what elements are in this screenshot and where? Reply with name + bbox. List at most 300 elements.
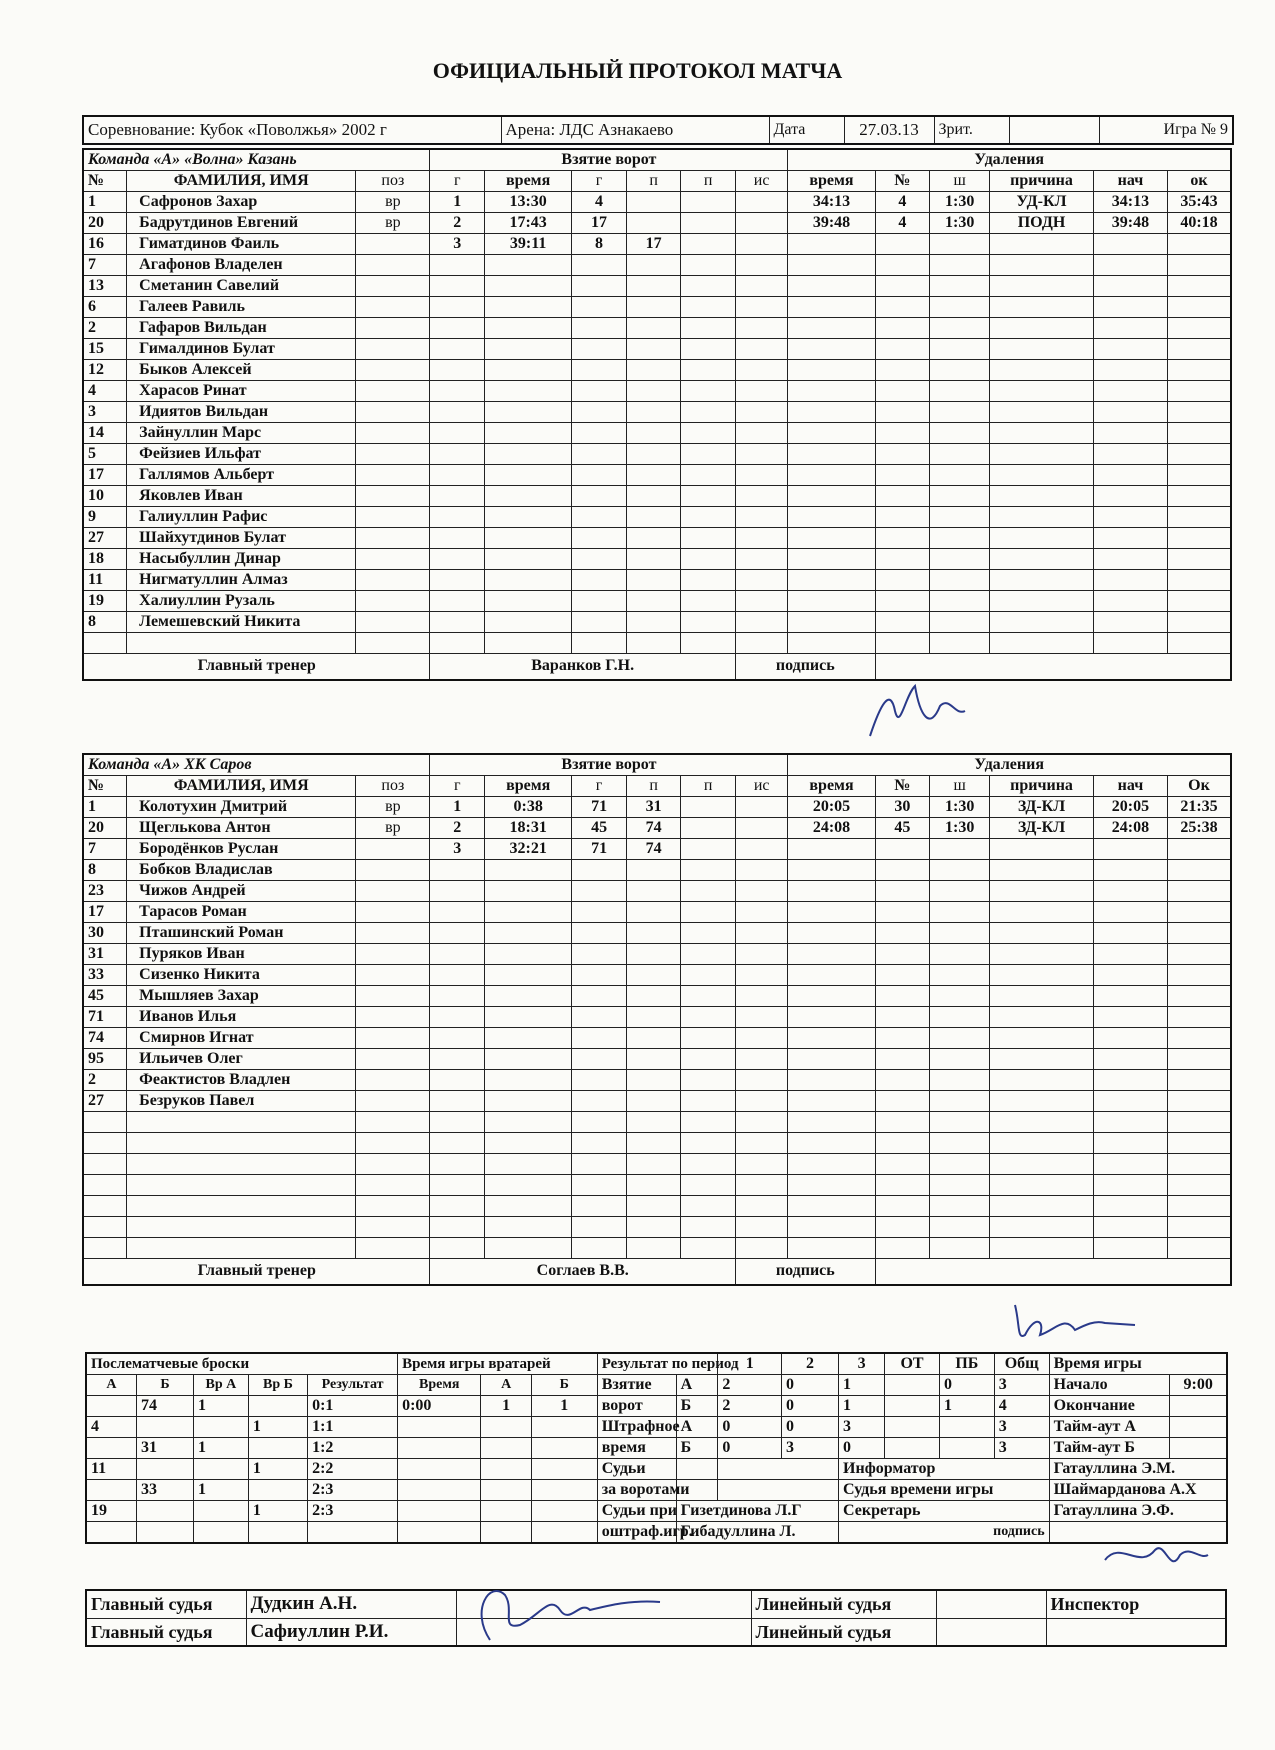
player-row (83, 881, 1231, 902)
empty-cell (735, 1049, 787, 1070)
pen-min-header: ш (930, 171, 990, 192)
shootout-cell (248, 1438, 307, 1459)
empty-cell (681, 1028, 736, 1049)
empty-cell (626, 1238, 681, 1259)
period-value: 1 (939, 1396, 994, 1417)
empty-cell (485, 570, 572, 591)
player-name: Мышляев Захар (127, 986, 356, 1007)
empty-cell (485, 612, 572, 633)
empty-cell (788, 612, 875, 633)
player-number: 2 (83, 1070, 127, 1091)
empty-cell (681, 360, 736, 381)
empty-cell (930, 444, 990, 465)
empty-cell (681, 381, 736, 402)
player-number: 23 (83, 881, 127, 902)
empty-cell (572, 1154, 627, 1175)
goal-assist-2 (681, 839, 736, 860)
empty-cell (485, 444, 572, 465)
empty-cell (430, 318, 485, 339)
empty-cell (735, 1133, 787, 1154)
empty-cell (485, 1217, 572, 1238)
empty-cell (485, 381, 572, 402)
empty-cell (572, 507, 627, 528)
empty-cell (681, 965, 736, 986)
empty-cell (572, 1070, 627, 1091)
player-row (83, 486, 1231, 507)
empty-cell (930, 1091, 990, 1112)
player-row (83, 234, 1231, 255)
empty-cell (1093, 276, 1167, 297)
date-label: Дата (769, 116, 844, 144)
penalty-time: 34:13 (788, 192, 875, 213)
empty-cell (990, 1049, 1094, 1070)
empty-cell (572, 1217, 627, 1238)
penalties-section-title: Удаления (788, 754, 1231, 776)
empty-cell (572, 444, 627, 465)
player-number: 16 (83, 234, 127, 255)
goal-scorer: 45 (572, 818, 627, 839)
empty-cell (875, 612, 930, 633)
empty-cell (875, 234, 930, 255)
empty-cell (1093, 591, 1167, 612)
player-number (83, 1175, 127, 1196)
empty-cell (430, 902, 485, 923)
goal-index: 2 (430, 213, 485, 234)
player-position (356, 860, 430, 881)
player-position (356, 318, 430, 339)
player-position (356, 986, 430, 1007)
empty-cell (990, 465, 1094, 486)
empty-cell (398, 1459, 481, 1480)
shootout-cell: 2:2 (308, 1459, 398, 1480)
shootout-cell (193, 1501, 248, 1522)
game-time-label: Тайм-аут Б (1049, 1438, 1170, 1459)
player-position (356, 1217, 430, 1238)
empty-cell (485, 402, 572, 423)
player-position (356, 1049, 430, 1070)
empty-cell (990, 318, 1094, 339)
player-row (83, 549, 1231, 570)
period-value (885, 1396, 940, 1417)
empty-cell (485, 486, 572, 507)
empty-cell (735, 591, 787, 612)
goal-assist-2 (681, 234, 736, 255)
empty-cell (930, 591, 990, 612)
empty-cell (990, 944, 1094, 965)
summary-row-label: ворот (597, 1396, 676, 1417)
player-number: 3 (83, 402, 127, 423)
empty-cell (1093, 1028, 1167, 1049)
period-value (939, 1417, 994, 1438)
empty-cell (626, 591, 681, 612)
empty-cell (572, 339, 627, 360)
shootout-cell: 1 (248, 1417, 307, 1438)
goal-time: 17:43 (485, 213, 572, 234)
empty-cell (485, 507, 572, 528)
player-number: 27 (83, 528, 127, 549)
empty-cell (1168, 360, 1231, 381)
empty-cell (681, 1070, 736, 1091)
empty-cell (681, 276, 736, 297)
summary-row-label: Взятие (597, 1375, 676, 1396)
empty-cell (1168, 944, 1231, 965)
empty-cell (930, 902, 990, 923)
empty-cell (485, 339, 572, 360)
empty-cell (1093, 255, 1167, 276)
pos-header: поз (356, 171, 430, 192)
player-number: 31 (83, 944, 127, 965)
empty-cell (735, 423, 787, 444)
player-row (83, 633, 1231, 654)
empty-cell (788, 549, 875, 570)
empty-cell (1093, 633, 1167, 654)
empty-cell (572, 881, 627, 902)
goalie-header: А (481, 1375, 531, 1396)
player-name: Агафонов Владелен (127, 255, 356, 276)
empty-cell (788, 339, 875, 360)
goals-section-title: Взятие ворот (430, 149, 788, 171)
empty-cell (430, 1133, 485, 1154)
empty-cell (735, 318, 787, 339)
empty-cell (572, 465, 627, 486)
empty-cell (430, 1238, 485, 1259)
empty-cell (430, 570, 485, 591)
empty-cell (626, 633, 681, 654)
empty-cell (485, 1007, 572, 1028)
empty-cell (735, 612, 787, 633)
player-row (83, 507, 1231, 528)
empty-cell (788, 1133, 875, 1154)
situation-header: ис (735, 776, 787, 797)
empty-cell (430, 507, 485, 528)
goalie-time-title: Время игры вратарей (398, 1353, 598, 1375)
empty-cell (875, 339, 930, 360)
empty-cell (788, 423, 875, 444)
empty-cell (398, 1480, 481, 1501)
empty-cell (1093, 1091, 1167, 1112)
goal-scorer-header: г (572, 776, 627, 797)
empty-cell (572, 1049, 627, 1070)
player-position (356, 1175, 430, 1196)
player-position (356, 507, 430, 528)
period-header: 3 (839, 1353, 885, 1375)
empty-cell (1168, 1196, 1231, 1217)
player-name (127, 1154, 356, 1175)
empty-cell (788, 255, 875, 276)
empty-cell (430, 1217, 485, 1238)
team-b-table (82, 753, 1232, 1286)
player-position (356, 465, 430, 486)
player-number: 17 (83, 465, 127, 486)
empty-cell (572, 1196, 627, 1217)
empty-cell (930, 1175, 990, 1196)
player-name: Бородёнков Руслан (127, 839, 356, 860)
empty-cell (485, 423, 572, 444)
secretary-value: Гатауллина Э.Ф. (1049, 1501, 1227, 1522)
head-ref-signature (460, 1570, 680, 1650)
goal-scorer: 71 (572, 797, 627, 818)
player-row (83, 1007, 1231, 1028)
empty-cell (485, 528, 572, 549)
empty-cell (626, 360, 681, 381)
num-header: № (83, 776, 127, 797)
player-name: Сметанин Савелий (127, 276, 356, 297)
empty-cell (481, 1438, 531, 1459)
coach-name: Варанков Г.Н. (430, 654, 735, 680)
empty-cell (681, 1196, 736, 1217)
player-row (83, 923, 1231, 944)
player-name: Безруков Павел (127, 1091, 356, 1112)
player-name (127, 633, 356, 654)
player-name (127, 1238, 356, 1259)
penalty-start: 24:08 (1093, 818, 1167, 839)
goalie-header: Б (531, 1375, 597, 1396)
player-name: Сафронов Захар (127, 192, 356, 213)
empty-cell (531, 1438, 597, 1459)
empty-cell (1093, 1175, 1167, 1196)
player-number: 18 (83, 549, 127, 570)
empty-cell (788, 1217, 875, 1238)
penalty-player: 30 (875, 797, 930, 818)
pen-end-header: Ок (1168, 776, 1231, 797)
empty-cell (930, 402, 990, 423)
summary-row-label: время (597, 1438, 676, 1459)
empty-cell (788, 234, 875, 255)
empty-cell (1093, 507, 1167, 528)
empty-cell (1093, 360, 1167, 381)
empty-cell (788, 1196, 875, 1217)
empty-cell (735, 570, 787, 591)
player-name: Фейзиев Ильфат (127, 444, 356, 465)
inspector-value (1046, 1618, 1226, 1646)
empty-cell (735, 297, 787, 318)
coach-label: Главный тренер (83, 654, 430, 680)
timekeeper-value: Шаймарданова А.Х (1049, 1480, 1227, 1501)
player-number (83, 633, 127, 654)
linesman-label-1: Линейный судья (751, 1590, 936, 1618)
empty-cell (681, 444, 736, 465)
goal-assist-2 (681, 797, 736, 818)
shootout-cell: 1 (193, 1480, 248, 1501)
empty-cell (681, 923, 736, 944)
empty-cell (875, 881, 930, 902)
empty-cell (875, 986, 930, 1007)
player-name: Лемешевский Никита (127, 612, 356, 633)
empty-cell (572, 1175, 627, 1196)
empty-cell (681, 255, 736, 276)
empty-cell (1168, 255, 1231, 276)
secretary-label: Секретарь (839, 1501, 1050, 1522)
shootout-cell (86, 1438, 136, 1459)
player-number: 8 (83, 612, 127, 633)
team-letter: А (676, 1375, 718, 1396)
empty-cell (430, 1112, 485, 1133)
empty-cell (1168, 633, 1231, 654)
empty-cell (430, 528, 485, 549)
goal-assist-1: 74 (626, 818, 681, 839)
empty-cell (531, 1480, 597, 1501)
empty-cell (485, 1028, 572, 1049)
empty-cell (430, 339, 485, 360)
empty-cell (875, 486, 930, 507)
goal-time: 39:11 (485, 234, 572, 255)
period-value: 3 (994, 1375, 1049, 1396)
coach-a-signature (860, 676, 970, 746)
period-value: 3 (994, 1417, 1049, 1438)
empty-cell (735, 381, 787, 402)
empty-cell (485, 591, 572, 612)
player-number: 9 (83, 507, 127, 528)
empty-cell (1093, 570, 1167, 591)
empty-cell (626, 339, 681, 360)
period-value: 1 (839, 1396, 885, 1417)
shootout-cell (136, 1501, 193, 1522)
player-name: Насыбуллин Динар (127, 549, 356, 570)
empty-cell (626, 881, 681, 902)
empty-cell (735, 1007, 787, 1028)
player-position (356, 549, 430, 570)
empty-cell (1093, 902, 1167, 923)
empty-cell (990, 1112, 1094, 1133)
empty-cell (875, 839, 930, 860)
empty-cell (735, 549, 787, 570)
player-row (83, 528, 1231, 549)
empty-cell (930, 234, 990, 255)
empty-cell (788, 1238, 875, 1259)
empty-cell (481, 1417, 531, 1438)
empty-cell (626, 255, 681, 276)
goalie-header: Время (398, 1375, 481, 1396)
team-a-table (82, 148, 1232, 681)
empty-cell (1168, 402, 1231, 423)
empty-cell (1168, 276, 1231, 297)
empty-cell (875, 465, 930, 486)
goals-section-title: Взятие ворот (430, 754, 788, 776)
empty-cell (788, 276, 875, 297)
empty-cell (1168, 1091, 1231, 1112)
penalty-start: 39:48 (1093, 213, 1167, 234)
empty-cell (875, 360, 930, 381)
shootout-cell: 2:3 (308, 1501, 398, 1522)
player-position (356, 444, 430, 465)
empty-cell (1093, 444, 1167, 465)
empty-cell (1093, 1112, 1167, 1133)
empty-cell (788, 591, 875, 612)
empty-cell (875, 318, 930, 339)
empty-cell (990, 923, 1094, 944)
empty-cell (875, 1133, 930, 1154)
empty-cell (735, 860, 787, 881)
empty-cell (930, 1196, 990, 1217)
empty-cell (572, 402, 627, 423)
empty-cell (875, 570, 930, 591)
empty-cell (990, 1091, 1094, 1112)
empty-cell (1168, 965, 1231, 986)
goal-situation (735, 234, 787, 255)
empty-cell (681, 318, 736, 339)
empty-cell (485, 255, 572, 276)
empty-cell (990, 860, 1094, 881)
empty-cell (788, 1070, 875, 1091)
player-number: 74 (83, 1028, 127, 1049)
shootout-cell (248, 1396, 307, 1417)
empty-cell (735, 1028, 787, 1049)
shootout-cell (86, 1396, 136, 1417)
empty-cell (626, 444, 681, 465)
empty-cell (572, 549, 627, 570)
player-number: 8 (83, 860, 127, 881)
game-time-value: 9:00 (1170, 1375, 1227, 1396)
penalty-time: 24:08 (788, 818, 875, 839)
empty-cell (990, 297, 1094, 318)
player-position (356, 965, 430, 986)
empty-cell (930, 381, 990, 402)
player-position (356, 839, 430, 860)
player-position (356, 591, 430, 612)
player-name: Щеглькова Антон (127, 818, 356, 839)
empty-cell (572, 486, 627, 507)
empty-cell (875, 1070, 930, 1091)
empty-cell (626, 965, 681, 986)
empty-cell (572, 1091, 627, 1112)
empty-cell (788, 1028, 875, 1049)
empty-cell (1093, 1070, 1167, 1091)
empty-cell (735, 339, 787, 360)
goal-scorer: 8 (572, 234, 627, 255)
player-number: 11 (83, 570, 127, 591)
player-number (83, 1217, 127, 1238)
team-letter: А (676, 1417, 718, 1438)
empty-cell (430, 381, 485, 402)
empty-cell (1093, 549, 1167, 570)
penalty-end: 35:43 (1168, 192, 1231, 213)
shootout-title: Послематчевые броски (86, 1353, 398, 1375)
shootout-header: Вр А (193, 1375, 248, 1396)
empty-cell (1093, 965, 1167, 986)
empty-cell (990, 444, 1094, 465)
empty-cell (485, 986, 572, 1007)
pen-time-header: время (788, 171, 875, 192)
empty-cell (626, 902, 681, 923)
empty-cell (1093, 234, 1167, 255)
player-position (356, 255, 430, 276)
empty-cell (485, 1196, 572, 1217)
empty-cell (485, 633, 572, 654)
goal-judge-value (718, 1459, 839, 1480)
empty-cell (1093, 318, 1167, 339)
empty-cell (572, 423, 627, 444)
pen-end-header: ок (1168, 171, 1231, 192)
head-ref-label-2: Главный судья (86, 1618, 246, 1646)
period-value: 0 (782, 1417, 839, 1438)
empty-cell (875, 1049, 930, 1070)
empty-cell (990, 839, 1094, 860)
penalty-start: 34:13 (1093, 192, 1167, 213)
empty-cell (990, 339, 1094, 360)
penalty-minutes: 1:30 (930, 192, 990, 213)
empty-cell (875, 444, 930, 465)
assist2-header: п (681, 776, 736, 797)
goal-situation (735, 797, 787, 818)
shootout-cell (248, 1480, 307, 1501)
player-name: Зайнуллин Марс (127, 423, 356, 444)
empty-cell (681, 902, 736, 923)
empty-cell (875, 507, 930, 528)
empty-cell (681, 507, 736, 528)
empty-cell (875, 1217, 930, 1238)
goal-situation (735, 818, 787, 839)
goalie-cell: 1 (531, 1396, 597, 1417)
